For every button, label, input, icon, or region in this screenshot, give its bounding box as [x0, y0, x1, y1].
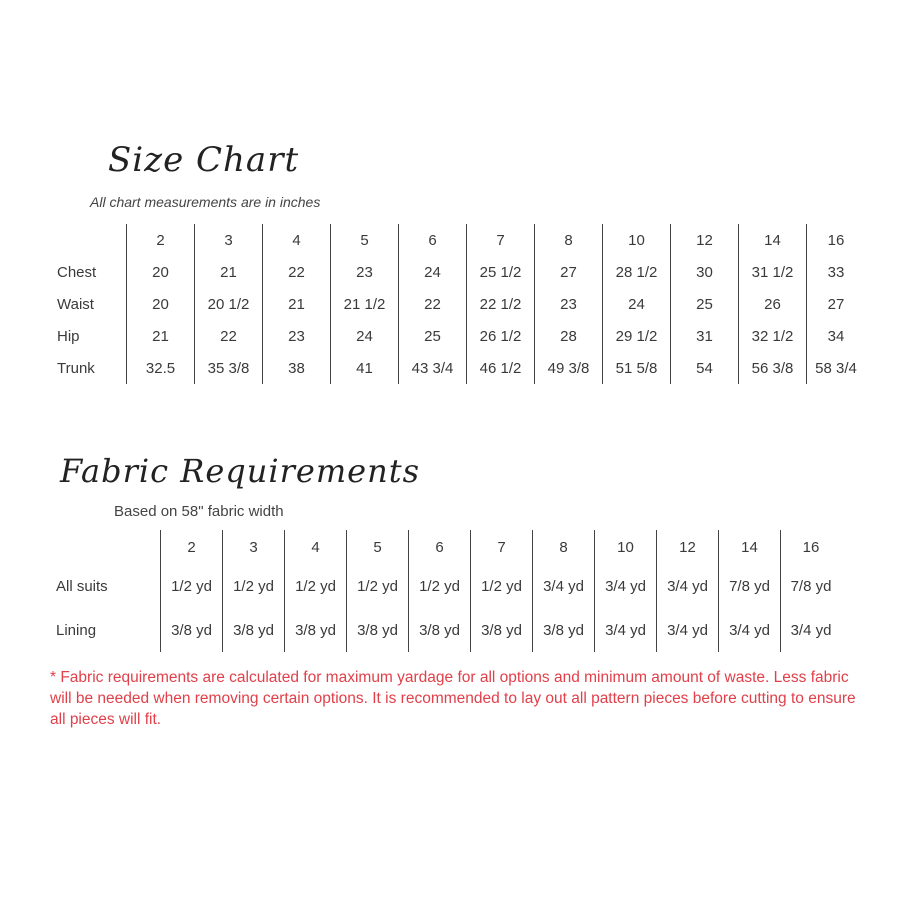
measurement-cell: 43 3/4 — [399, 352, 467, 384]
yardage-cell: 3/4 yd — [595, 564, 657, 608]
yardage-cell: 7/8 yd — [781, 564, 842, 608]
yardage-cell: 3/4 yd — [595, 608, 657, 652]
size-header-cell: 6 — [399, 224, 467, 256]
measurement-cell: 26 — [739, 288, 807, 320]
yardage-cell: 3/8 yd — [223, 608, 285, 652]
measurement-cell: 28 1/2 — [603, 256, 671, 288]
measurement-cell: 31 1/2 — [739, 256, 807, 288]
measurement-cell: 22 — [263, 256, 331, 288]
measurement-cell: 22 1/2 — [467, 288, 535, 320]
measurement-cell: 51 5/8 — [603, 352, 671, 384]
fabric-requirements-title: Fabric Requirements — [60, 452, 420, 490]
yardage-cell: 7/8 yd — [719, 564, 781, 608]
yardage-cell: 3/8 yd — [471, 608, 533, 652]
measurement-row-waist — [57, 288, 865, 320]
yardage-cell: 3/8 yd — [161, 608, 223, 652]
measurement-row-hip — [57, 320, 865, 352]
size-header-cell: 16 — [781, 530, 842, 564]
measurement-cell: 24 — [603, 288, 671, 320]
measurement-cell: 22 — [399, 288, 467, 320]
yardage-cell: 1/2 yd — [409, 564, 471, 608]
size-header-cell: 2 — [161, 530, 223, 564]
measurement-cell: 23 — [263, 320, 331, 352]
measurement-cell: 21 — [127, 320, 195, 352]
measurement-cell: 56 3/8 — [739, 352, 807, 384]
measurement-cell: 35 3/8 — [195, 352, 263, 384]
size-header-cell: 16 — [807, 224, 866, 256]
fabric-size-header-row — [56, 530, 841, 564]
size-header-cell: 7 — [467, 224, 535, 256]
measurement-cell: 20 — [127, 288, 195, 320]
measurement-row-chest — [57, 256, 865, 288]
size-chart-title: Size Chart — [108, 140, 300, 180]
measurement-cell: 25 1/2 — [467, 256, 535, 288]
measurement-cell: 34 — [807, 320, 866, 352]
measurement-cell: 21 1/2 — [331, 288, 399, 320]
yardage-cell: 3/8 yd — [347, 608, 409, 652]
fabric-row-lining — [56, 608, 841, 652]
yardage-cell: 3/4 yd — [781, 608, 842, 652]
row-label: Chest — [57, 263, 97, 281]
measurement-cell: 24 — [399, 256, 467, 288]
measurement-cell: 26 1/2 — [467, 320, 535, 352]
size-header-cell: 8 — [533, 530, 595, 564]
measurement-cell: 41 — [331, 352, 399, 384]
yardage-cell: 1/2 yd — [223, 564, 285, 608]
measurement-cell: 29 1/2 — [603, 320, 671, 352]
measurement-cell: 28 — [535, 320, 603, 352]
yardage-cell: 3/4 yd — [719, 608, 781, 652]
yardage-cell: 1/2 yd — [471, 564, 533, 608]
measurement-cell: 38 — [263, 352, 331, 384]
size-header-cell: 5 — [331, 224, 399, 256]
fabric-footnote: * Fabric requirements are calculated for maximum yardage for all options and minimum amount of waste. Less fabric will be needed when removing certain options. It is recommended to lay out all pattern pieces before cutting to ensure all pieces will fit. — [50, 669, 856, 728]
measurement-cell: 25 — [399, 320, 467, 352]
size-header-cell: 3 — [223, 530, 285, 564]
measurement-cell: 20 — [127, 256, 195, 288]
yardage-cell: 3/4 yd — [533, 564, 595, 608]
measurement-cell: 21 — [263, 288, 331, 320]
row-label: Trunk — [57, 359, 95, 377]
yardage-cell: 3/4 yd — [657, 564, 719, 608]
measurement-cell: 23 — [535, 288, 603, 320]
yardage-cell: 3/8 yd — [409, 608, 471, 652]
corner-cell — [56, 530, 161, 564]
fabric-row-all-suits — [56, 564, 841, 608]
measurement-cell: 23 — [331, 256, 399, 288]
corner-cell — [57, 224, 127, 256]
size-header-cell: 8 — [535, 224, 603, 256]
row-label: Lining — [56, 621, 97, 639]
measurement-cell: 22 — [195, 320, 263, 352]
size-header-cell: 10 — [603, 224, 671, 256]
fabric-requirements-subtitle: Based on 58" fabric width — [114, 503, 284, 520]
measurement-cell: 27 — [807, 288, 866, 320]
measurement-cell: 24 — [331, 320, 399, 352]
size-header-cell: 14 — [739, 224, 807, 256]
measurement-cell: 58 3/4 — [807, 352, 866, 384]
fabric-requirements-table — [56, 530, 841, 652]
yardage-cell: 3/8 yd — [285, 608, 347, 652]
yardage-cell: 1/2 yd — [161, 564, 223, 608]
measurement-cell: 32.5 — [127, 352, 195, 384]
size-header-cell: 5 — [347, 530, 409, 564]
size-header-cell: 7 — [471, 530, 533, 564]
size-header-cell: 4 — [263, 224, 331, 256]
yardage-cell: 1/2 yd — [347, 564, 409, 608]
measurement-cell: 54 — [671, 352, 739, 384]
size-header-cell: 3 — [195, 224, 263, 256]
measurement-cell: 20 1/2 — [195, 288, 263, 320]
size-header-row — [57, 224, 865, 256]
measurement-cell: 30 — [671, 256, 739, 288]
size-header-cell: 12 — [671, 224, 739, 256]
row-label: Hip — [57, 327, 80, 345]
measurement-row-trunk — [57, 352, 865, 384]
measurement-cell: 46 1/2 — [467, 352, 535, 384]
yardage-cell: 3/8 yd — [533, 608, 595, 652]
measurement-cell: 49 3/8 — [535, 352, 603, 384]
measurement-cell: 21 — [195, 256, 263, 288]
size-header-cell: 6 — [409, 530, 471, 564]
size-chart-subtitle: All chart measurements are in inches — [90, 194, 321, 210]
measurement-cell: 32 1/2 — [739, 320, 807, 352]
measurement-cell: 25 — [671, 288, 739, 320]
measurement-cell: 33 — [807, 256, 866, 288]
size-chart-table — [57, 224, 865, 384]
yardage-cell: 3/4 yd — [657, 608, 719, 652]
measurement-cell: 27 — [535, 256, 603, 288]
size-header-cell: 12 — [657, 530, 719, 564]
row-label: All suits — [56, 577, 108, 595]
size-header-cell: 2 — [127, 224, 195, 256]
size-header-cell: 4 — [285, 530, 347, 564]
size-header-cell: 10 — [595, 530, 657, 564]
yardage-cell: 1/2 yd — [285, 564, 347, 608]
measurement-cell: 31 — [671, 320, 739, 352]
row-label: Waist — [57, 295, 94, 313]
size-header-cell: 14 — [719, 530, 781, 564]
